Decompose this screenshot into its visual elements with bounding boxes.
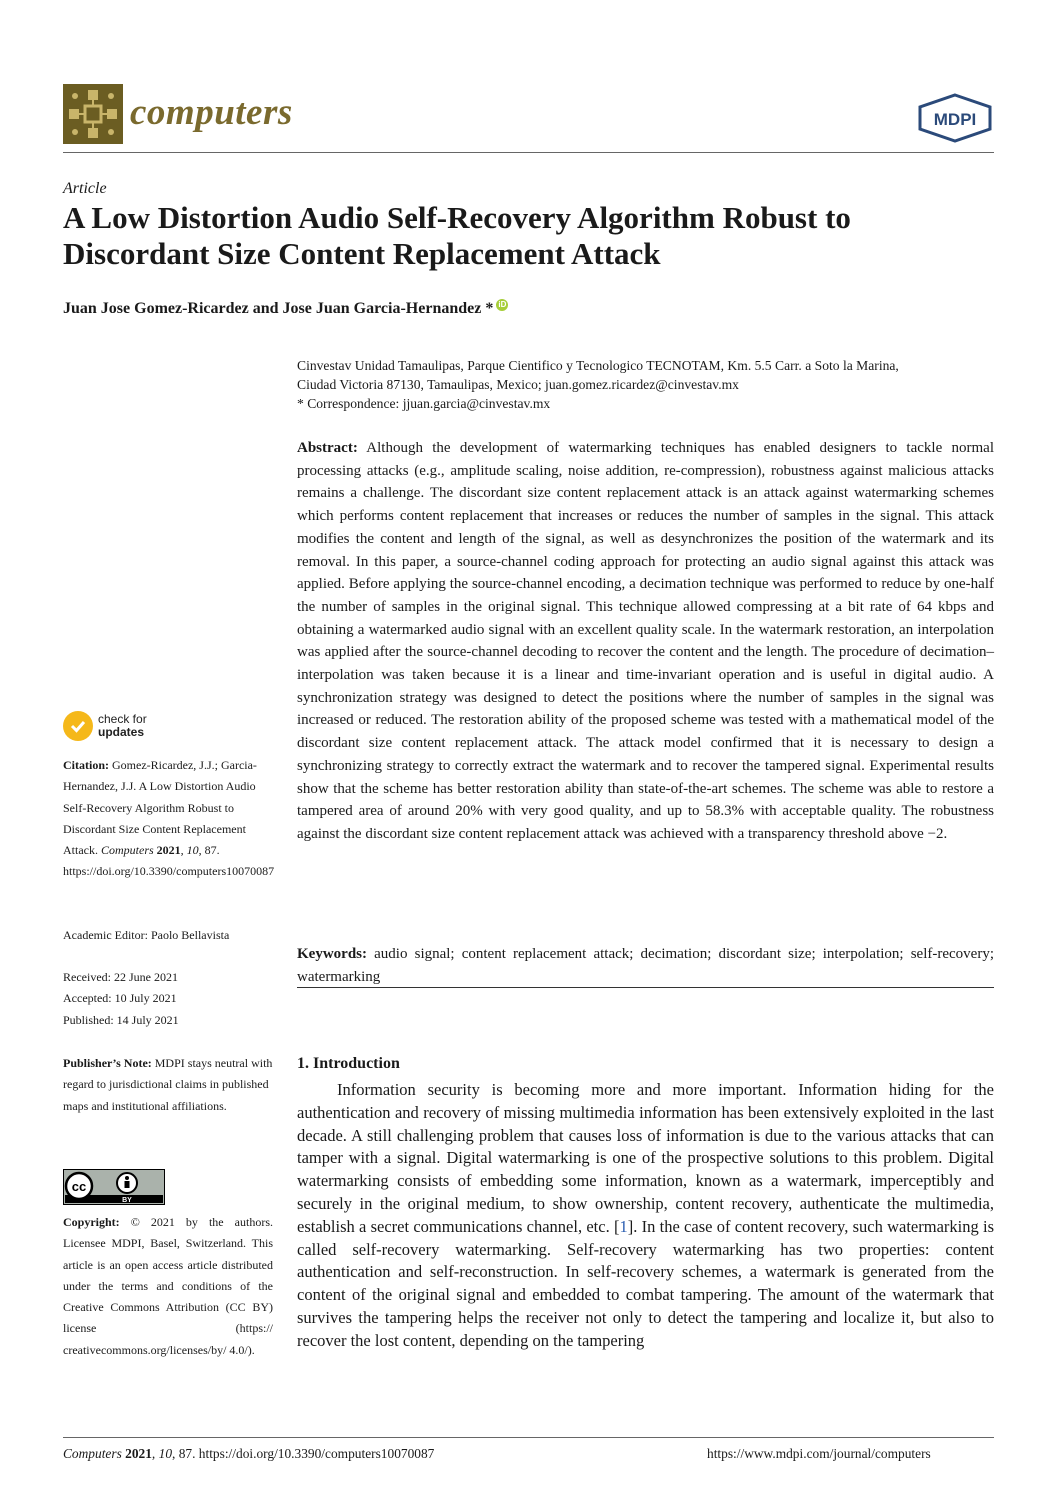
- cc-label: cc: [71, 1179, 87, 1194]
- updates-label: updates: [98, 725, 145, 739]
- keywords: [297, 943, 994, 988]
- footer-journal-url[interactable]: https://www.mdpi.com/journal/computers: [707, 1446, 931, 1461]
- intro-text: ]. In the case of content recovery, such watermarking is called self-recovery watermarking. Self-recovery watermarking has two properties: content authentication and self-reconstruction. In self-recovery schemes, a watermark is generated from the content of the original signal and embedded to combat tampering. The amount of the watermark that survives the tampering helps the receiver not only to detect the tampering and localize it, but also to recover the lost content, depending on the tampering: [297, 1216, 994, 1350]
- footer-divider: [63, 1437, 994, 1438]
- author-names[interactable]: Juan Jose Gomez-Ricardez and Jose Juan Garcia-Hernandez *: [63, 300, 494, 317]
- keywords-label: Keywords:: [297, 946, 367, 962]
- publishers-note-text: MDPI stays neutral with regard to jurisdictional claims in published maps and institutional affiliations.: [63, 1056, 273, 1113]
- mdpi-logo-text: MDPI: [933, 110, 977, 129]
- reference-link[interactable]: 1: [619, 1216, 628, 1236]
- footer-year: 2021: [121, 1446, 152, 1461]
- cc-by-label: BY: [122, 1197, 132, 1204]
- mdpi-logo-icon[interactable]: [916, 93, 994, 143]
- check-updates-icon: [63, 711, 93, 741]
- article-type: Article: [63, 180, 107, 197]
- section-divider: [297, 987, 994, 988]
- citation-year: 2021: [153, 843, 181, 858]
- received-date: Received: 22 June 2021: [63, 970, 178, 984]
- affiliation-line: Ciudad Victoria 87130, Tamaulipas, Mexico; juan.gomez.ricardez@cinvestav.mx: [297, 377, 739, 392]
- article-title: A Low Distortion Audio Self-Recovery Algorithm Robust to Discordant Size Content Replacement Attack: [63, 200, 851, 271]
- affiliation-line: Cinvestav Unidad Tamaulipas, Parque Cientifico y Tecnologico TECNOTAM, Km. 5.5 Carr. a Soto la Marina,: [297, 358, 899, 373]
- footer-volume: , 10: [151, 1446, 173, 1461]
- orcid-icon[interactable]: iD: [498, 300, 507, 309]
- keywords-text: audio signal; content replacement attack; decimation; discordant size; interpolation; self-recovery; watermarking: [297, 946, 994, 985]
- citation-text: Gomez-Ricardez, J.J.; Garcia-Hernandez, J.J. A Low Distortion Audio Self-Recovery Algorithm Robust to Discordant Size Content Replacement Attack.: [63, 758, 257, 858]
- section-heading-introduction: 1. Introduction: [297, 1055, 400, 1072]
- citation-volume: , 10: [180, 843, 199, 858]
- publishers-note-label: Publisher’s Note:: [63, 1056, 152, 1070]
- academic-editor: Academic Editor: Paolo Bellavista: [63, 928, 230, 942]
- abstract-label: Abstract:: [297, 440, 358, 456]
- publishers-note: [63, 1053, 273, 1117]
- copyright-text: © 2021 by the authors. Licensee MDPI, Basel, Switzerland. This article is an open access article distributed under the terms and conditions of the Creative Commons Attribution (CC BY) license (https:// creativecommons.org/licenses/by/ 4.0/).: [63, 1215, 273, 1357]
- footer-citation: [63, 1446, 434, 1462]
- citation-doi[interactable]: , 87. https://doi.org/10.3390/computers10070087: [63, 843, 275, 879]
- publication-dates: [63, 967, 273, 1031]
- journal-name[interactable]: computers: [130, 92, 293, 133]
- correspondence-line: * Correspondence: jjuan.garcia@cinvestav.mx: [297, 396, 551, 411]
- header-divider: [63, 152, 994, 153]
- citation-journal: Computers: [101, 843, 154, 858]
- citation-block: [63, 755, 273, 883]
- author-list: [63, 300, 508, 318]
- footer-doi-link[interactable]: , 87. https://doi.org/10.3390/computers10070087: [172, 1446, 435, 1461]
- affiliation-block: [297, 356, 997, 413]
- journal-logo-icon: [63, 84, 123, 144]
- check-updates-label: check for: [98, 712, 147, 726]
- abstract-text: Although the development of watermarking techniques has enabled designers to tackle normal processing attacks (e.g., amplitude scaling, noise addition, re-compression), robustness against malicious attacks remains a challenge. The discordant size content replacement attack is an attack against watermarking schemes which performs content replacement that increases or reduces the number of samples in the signal. This attack modifies the content and length of the signal, as well as desynchronizes the position of the watermark and its removal. In this paper, a source-channel coding approach for protecting an audio signal against this attack was applied. Before applying the source-channel encoding, a decimation technique was performed to reduce by one-half the number of samples in the original signal. This technique allowed compressing at a bit rate of 64 kbps and obtaining a watermarked audio signal with an excellent quality scale. In the watermark restoration, an interpolation was applied after the source-channel decoding to recover the content and the length. The procedure of decimation–interpolation was taken because it is a linear and time-invariant operation and is useful in digital audio. A synchronization strategy was designed to detect the positions where the number of samples in the signal was increased or reduced. The restoration ability of the proposed scheme was tested with a mathematical model of the discordant size content replacement attack. The attack model confirmed that it is necessary to design a synchronizing strategy to correctly extract the watermark and to recover the tampered signal. Experimental results show that the scheme has better restoration ability than state-of-the-art schemes. The scheme was able to restore a tampered area of around 20% with very good quality, and up to 58.3% with acceptable quality. The robustness against the discordant size content replacement attack was achieved with a transparency threshold above −2.: [297, 440, 994, 842]
- citation-label: Citation:: [63, 758, 109, 772]
- copyright-label: Copyright:: [63, 1215, 120, 1229]
- cc-by-license-icon[interactable]: [63, 1169, 165, 1205]
- footer-journal: Computers: [63, 1446, 122, 1461]
- abstract: [297, 437, 994, 846]
- published-date: Published: 14 July 2021: [63, 1012, 179, 1027]
- copyright-notice: [63, 1212, 273, 1361]
- check-for-updates-button[interactable]: [63, 711, 147, 741]
- intro-text: Information security is becoming more and more important. Information hiding for the authentication and recovery of missing multimedia information has been extensively exploited in the last decade. A still challenging problem that causes loss of information is due to the various attacks that can tamper with a signal. Digital watermarking is one of the prospective solutions to this problem. Digital watermarking consists of embedding some information, known as a watermark, imperceptibly and securely in the original medium, to show ownership, content recovery, authenticate the multimedia, establish a secret communications channel, etc. [: [297, 1080, 994, 1236]
- introduction-paragraph: [297, 1079, 994, 1353]
- accepted-date: Accepted: 10 July 2021: [63, 991, 177, 1006]
